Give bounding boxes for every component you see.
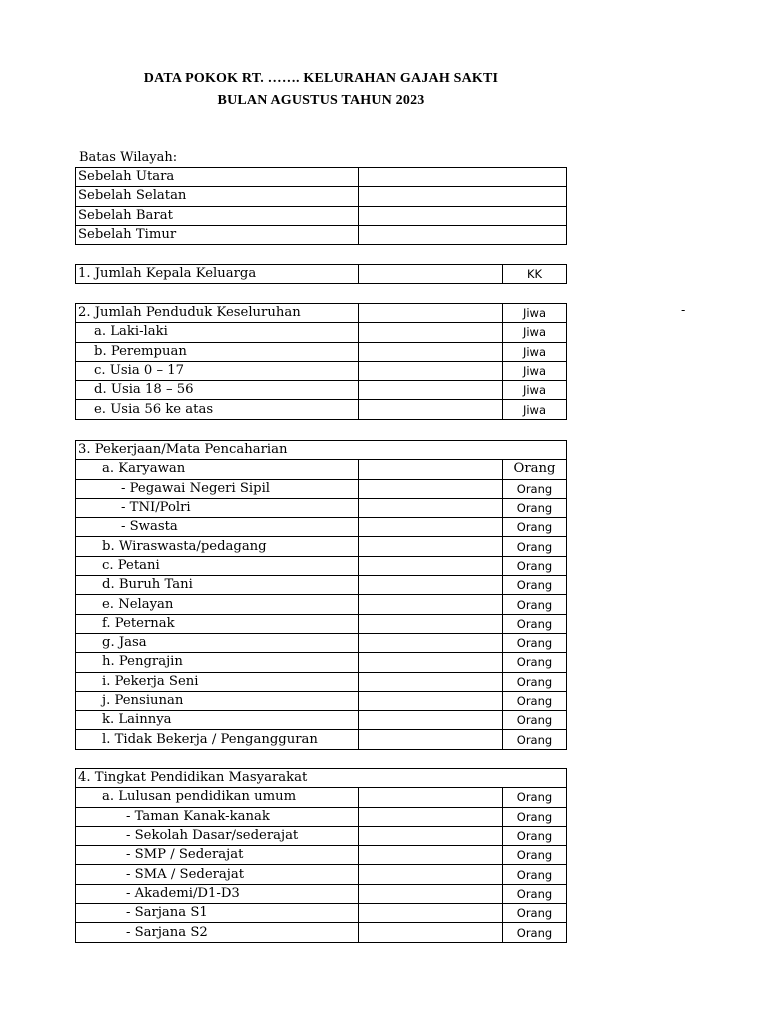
unit-cell: Orang <box>503 595 567 614</box>
unit-cell: Orang <box>503 576 567 595</box>
row-label: Sebelah Barat <box>76 206 359 225</box>
table-row <box>76 884 567 903</box>
value-cell[interactable] <box>359 206 567 225</box>
unit-cell: Orang <box>503 846 567 865</box>
table-row <box>76 865 567 884</box>
row-label: - Pegawai Negeri Sipil <box>76 479 359 498</box>
table-row <box>76 168 567 187</box>
unit-cell: Orang <box>503 904 567 923</box>
value-cell[interactable] <box>359 323 503 342</box>
unit-cell: Orang <box>503 537 567 556</box>
value-cell[interactable] <box>359 788 503 807</box>
value-cell[interactable] <box>359 342 503 361</box>
row-label: - Taman Kanak-kanak <box>76 807 359 826</box>
row-label: c. Petani <box>76 556 359 575</box>
unit-cell: Orang <box>503 653 567 672</box>
unit-cell: Jiwa <box>503 323 567 342</box>
unit-cell: Orang <box>503 614 567 633</box>
stray-dash-mark: - <box>681 303 686 317</box>
table-row <box>76 923 567 942</box>
unit-cell: Orang <box>503 865 567 884</box>
value-cell[interactable] <box>359 807 503 826</box>
row-label: - TNI/Polri <box>76 498 359 517</box>
table-row <box>76 846 567 865</box>
value-cell[interactable] <box>359 614 503 633</box>
batas-wilayah-caption: Batas Wilayah: <box>79 150 178 165</box>
table-row <box>76 498 567 517</box>
value-cell[interactable] <box>359 187 567 206</box>
table-row <box>76 653 567 672</box>
row-label: g. Jasa <box>76 633 359 652</box>
value-cell[interactable] <box>359 691 503 710</box>
row-label: j. Pensiunan <box>76 691 359 710</box>
penduduk-table <box>75 303 567 420</box>
table-row <box>76 826 567 845</box>
kepala-keluarga-table <box>75 264 567 284</box>
value-cell[interactable] <box>359 653 503 672</box>
unit-cell: Orang <box>503 923 567 942</box>
table-row <box>76 769 567 788</box>
unit-cell: Orang <box>503 479 567 498</box>
unit-cell: Jiwa <box>503 381 567 400</box>
row-label: e. Usia 56 ke atas <box>76 400 359 419</box>
row-label: - Swasta <box>76 518 359 537</box>
row-label: - Sarjana S1 <box>76 904 359 923</box>
value-cell[interactable] <box>359 168 567 187</box>
table-row <box>76 206 567 225</box>
row-label: Sebelah Timur <box>76 225 359 244</box>
value-cell[interactable] <box>359 826 503 845</box>
row-label: c. Usia 0 – 17 <box>76 361 359 380</box>
value-cell[interactable] <box>359 225 567 244</box>
table-row <box>76 730 567 749</box>
table-row <box>76 441 567 460</box>
unit-cell: Jiwa <box>503 304 567 323</box>
value-cell[interactable] <box>359 460 503 479</box>
value-cell[interactable] <box>359 556 503 575</box>
row-label: Sebelah Utara <box>76 168 359 187</box>
unit-cell: Orang <box>503 518 567 537</box>
row-label: a. Laki-laki <box>76 323 359 342</box>
row-label: 2. Jumlah Penduduk Keseluruhan <box>76 304 359 323</box>
value-cell[interactable] <box>359 304 503 323</box>
table-row <box>76 518 567 537</box>
table-row <box>76 361 567 380</box>
value-cell[interactable] <box>359 361 503 380</box>
document-subtitle: BULAN AGUSTUS TAHUN 2023 <box>217 93 425 108</box>
table-row <box>76 556 567 575</box>
unit-cell: Orang <box>503 633 567 652</box>
table-row <box>76 595 567 614</box>
value-cell[interactable] <box>359 846 503 865</box>
table-row <box>76 323 567 342</box>
section-header: 4. Tingkat Pendidikan Masyarakat <box>76 769 567 788</box>
row-label: 1. Jumlah Kepala Keluarga <box>76 265 359 284</box>
table-row <box>76 400 567 419</box>
row-label: - SMA / Sederajat <box>76 865 359 884</box>
section-header: 3. Pekerjaan/Mata Pencaharian <box>76 441 567 460</box>
table-row <box>76 807 567 826</box>
unit-cell: Jiwa <box>503 342 567 361</box>
row-label: e. Nelayan <box>76 595 359 614</box>
row-label: b. Perempuan <box>76 342 359 361</box>
unit-cell: Jiwa <box>503 400 567 419</box>
row-label: a. Karyawan <box>76 460 359 479</box>
value-cell[interactable] <box>359 479 503 498</box>
table-row <box>76 187 567 206</box>
row-label: - SMP / Sederajat <box>76 846 359 865</box>
table-row <box>76 265 567 284</box>
value-cell[interactable] <box>359 633 503 652</box>
value-cell[interactable] <box>359 381 503 400</box>
row-label: b. Wiraswasta/pedagang <box>76 537 359 556</box>
value-cell[interactable] <box>359 884 503 903</box>
table-row <box>76 460 567 479</box>
row-label: - Sarjana S2 <box>76 923 359 942</box>
value-cell[interactable] <box>359 923 503 942</box>
row-label: d. Usia 18 – 56 <box>76 381 359 400</box>
table-row <box>76 342 567 361</box>
value-cell[interactable] <box>359 904 503 923</box>
document-title: DATA POKOK RT. ……. KELURAHAN GAJAH SAKTI <box>143 71 499 86</box>
value-cell[interactable] <box>359 518 503 537</box>
row-label: f. Peternak <box>76 614 359 633</box>
table-row <box>76 381 567 400</box>
value-cell[interactable] <box>359 576 503 595</box>
value-cell[interactable] <box>359 400 503 419</box>
row-label: d. Buruh Tani <box>76 576 359 595</box>
row-label: h. Pengrajin <box>76 653 359 672</box>
table-row <box>76 304 567 323</box>
row-label: - Sekolah Dasar/sederajat <box>76 826 359 845</box>
unit-cell: Orang <box>503 884 567 903</box>
table-row <box>76 614 567 633</box>
table-row <box>76 633 567 652</box>
row-label: k. Lainnya <box>76 711 359 730</box>
table-row <box>76 672 567 691</box>
value-cell[interactable] <box>359 672 503 691</box>
row-label: i. Pekerja Seni <box>76 672 359 691</box>
value-cell[interactable] <box>359 730 503 749</box>
unit-cell: Orang <box>503 730 567 749</box>
unit-cell: Orang <box>503 498 567 517</box>
unit-cell: KK <box>503 265 567 284</box>
unit-cell: Orang <box>503 460 567 479</box>
batas-wilayah-table <box>75 167 567 245</box>
value-cell[interactable] <box>359 537 503 556</box>
value-cell[interactable] <box>359 865 503 884</box>
row-label: Sebelah Selatan <box>76 187 359 206</box>
unit-cell: Orang <box>503 807 567 826</box>
pekerjaan-table <box>75 440 567 750</box>
unit-cell: Orang <box>503 691 567 710</box>
unit-cell: Orang <box>503 711 567 730</box>
unit-cell: Orang <box>503 826 567 845</box>
row-label: a. Lulusan pendidikan umum <box>76 788 359 807</box>
value-cell[interactable] <box>359 595 503 614</box>
row-label: - Akademi/D1-D3 <box>76 884 359 903</box>
unit-cell: Orang <box>503 556 567 575</box>
table-row <box>76 691 567 710</box>
pendidikan-table <box>75 768 567 943</box>
table-row <box>76 225 567 244</box>
table-row <box>76 711 567 730</box>
value-cell[interactable] <box>359 711 503 730</box>
value-cell[interactable] <box>359 265 503 284</box>
table-row <box>76 576 567 595</box>
table-row <box>76 788 567 807</box>
unit-cell: Jiwa <box>503 361 567 380</box>
table-row <box>76 537 567 556</box>
unit-cell: Orang <box>503 788 567 807</box>
table-row <box>76 904 567 923</box>
unit-cell: Orang <box>503 672 567 691</box>
row-label: l. Tidak Bekerja / Pengangguran <box>76 730 359 749</box>
value-cell[interactable] <box>359 498 503 517</box>
table-row <box>76 479 567 498</box>
